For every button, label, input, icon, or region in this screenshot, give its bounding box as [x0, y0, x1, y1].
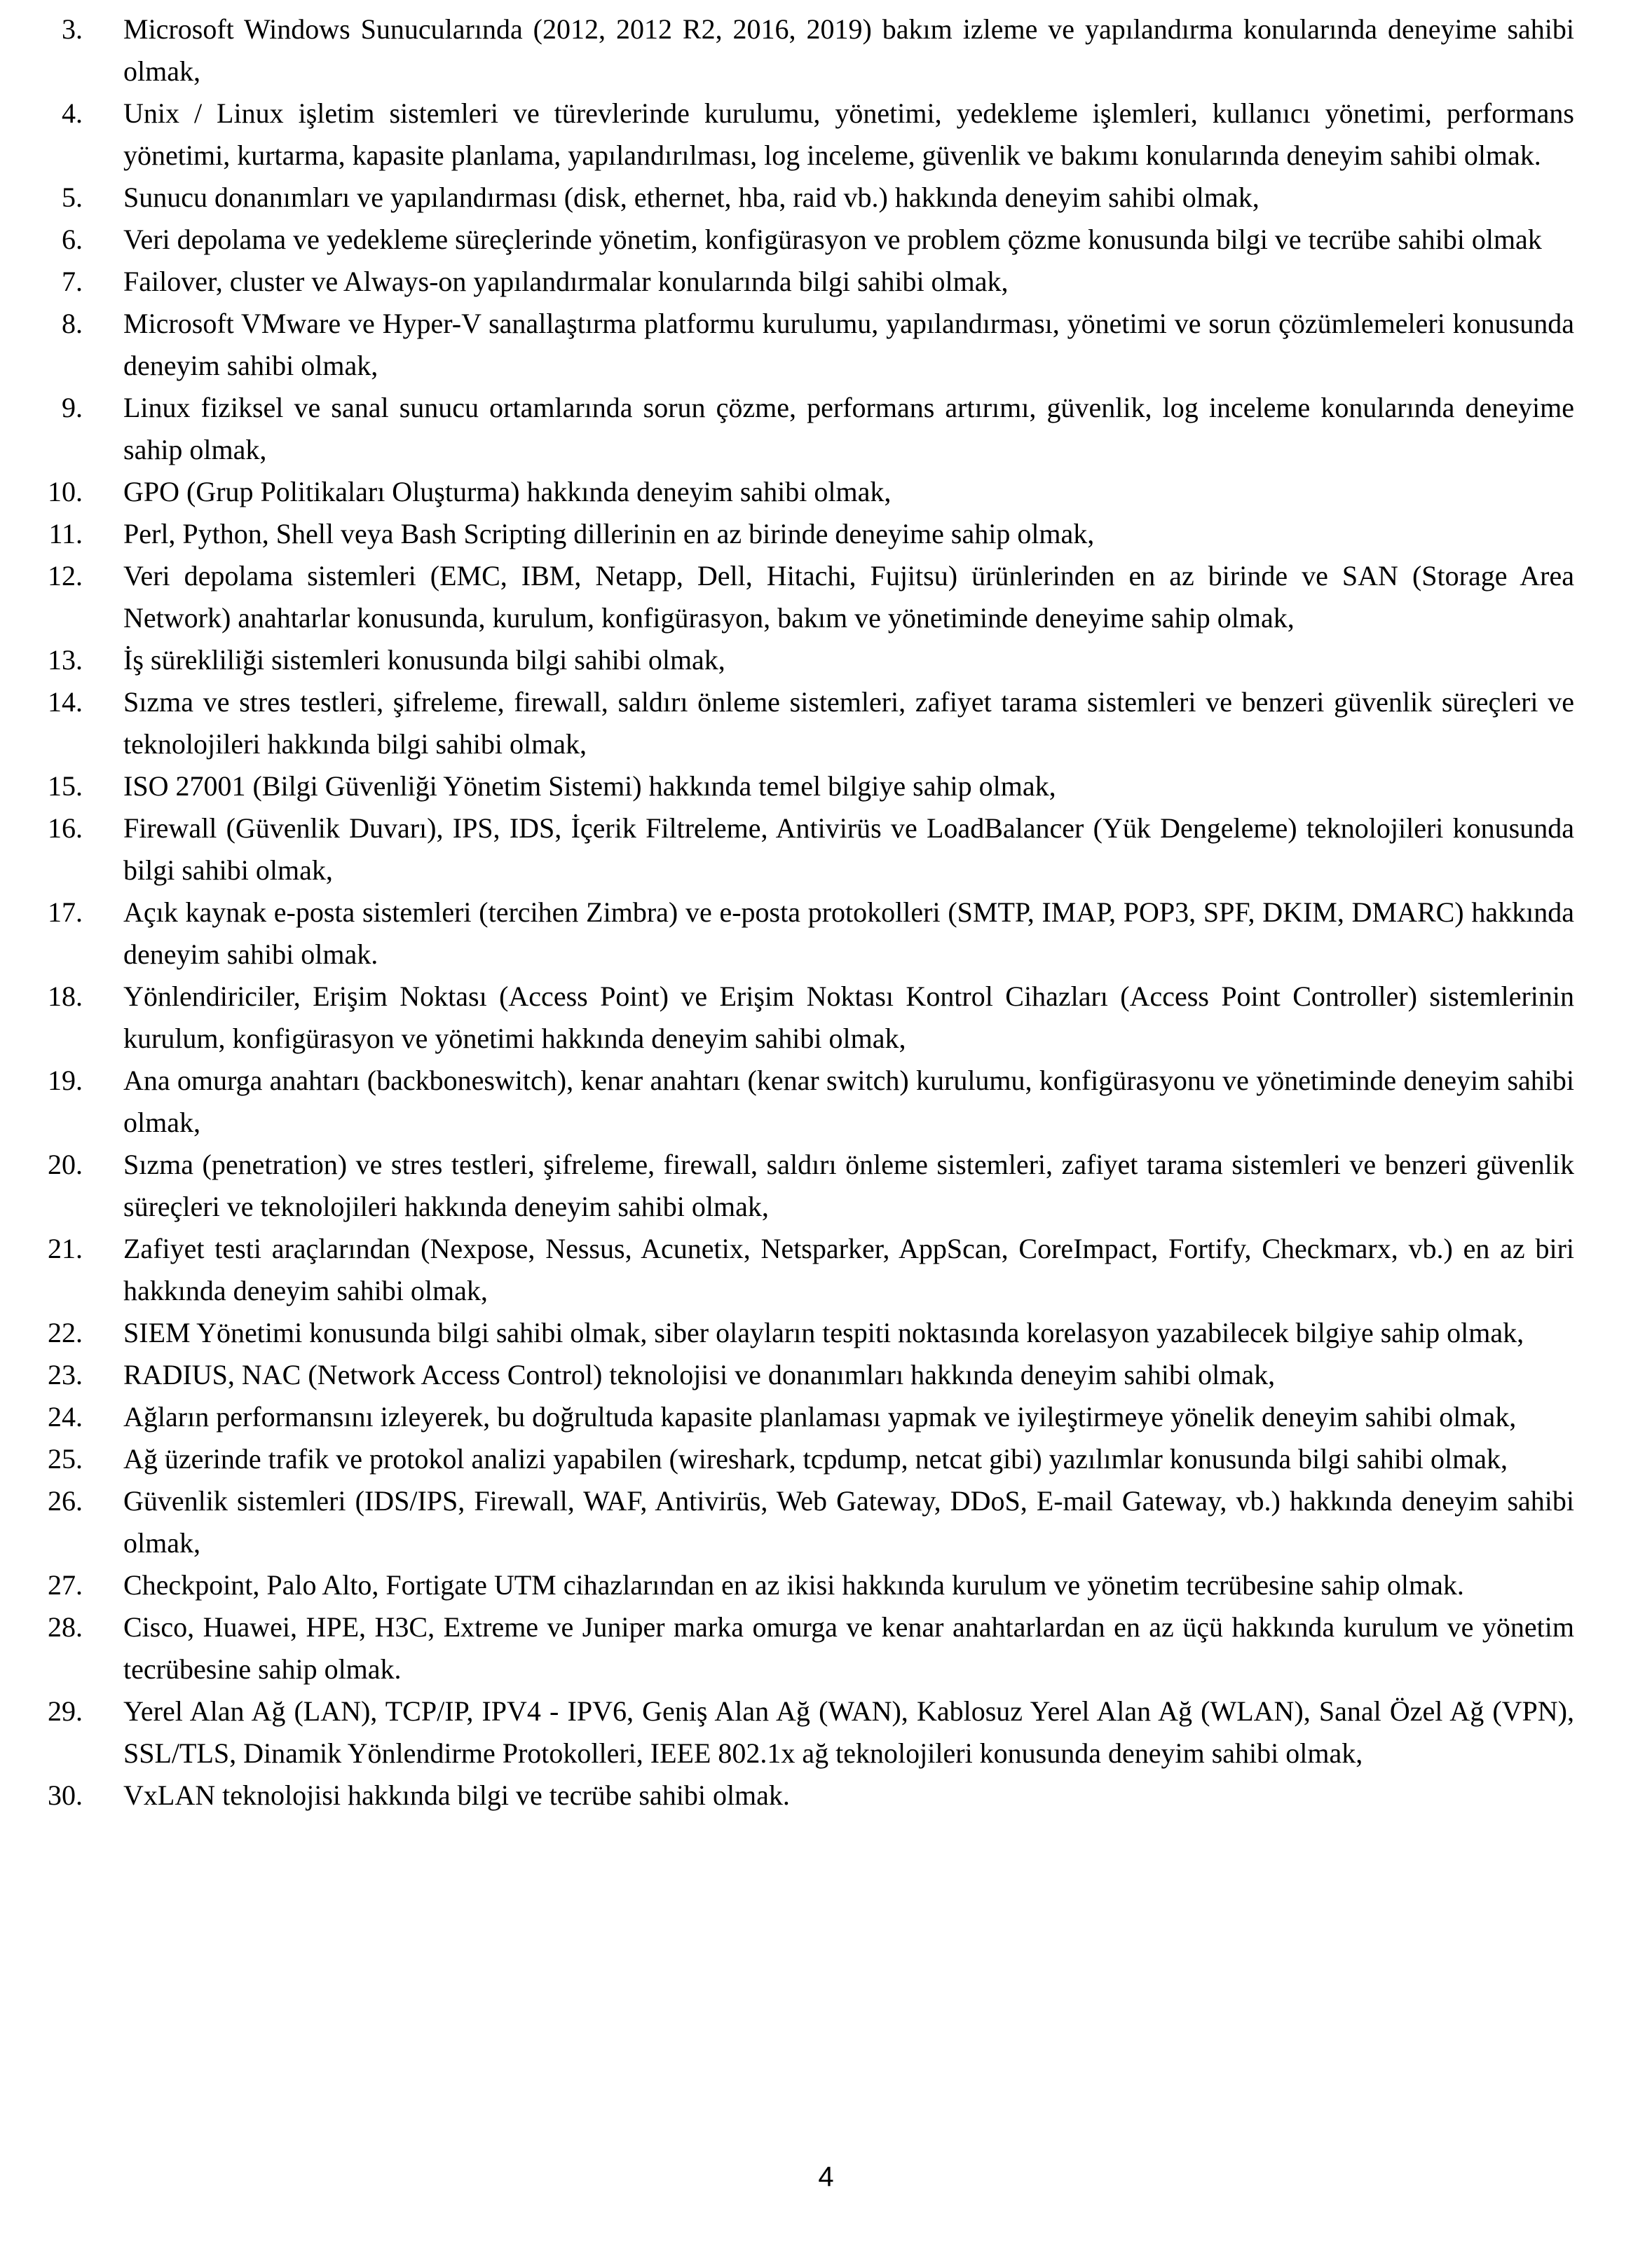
list-item-number: 28. — [48, 1611, 83, 1643]
list-item-text: Failover, cluster ve Always-on yapılandırmalar konularında bilgi sahibi olmak, — [123, 266, 1009, 297]
list-item-text: VxLAN teknolojisi hakkında bilgi ve tecrübe sahibi olmak. — [123, 1779, 790, 1811]
list-item — [39, 177, 1574, 219]
list-item-text: Checkpoint, Palo Alto, Fortigate UTM cihazlarından en az ikisi hakkında kurulum ve yönetim tecrübesine sahip olmak. — [123, 1569, 1464, 1601]
list-item-text: Yerel Alan Ağ (LAN), TCP/IP, IPV4 - IPV6, Geniş Alan Ağ (WAN), Kablosuz Yerel Alan Ağ (WLAN), Sanal Özel Ağ (VPN), SSL/TLS, Dinamik Yönlendirme Protokolleri, IEEE 802.1x ağ teknolojileri konusunda deneyim sahibi olmak, — [123, 1695, 1574, 1769]
list-item-text: Ağların performansını izleyerek, bu doğrultuda kapasite planlaması yapmak ve iyileştirmeye yönelik deneyim sahibi olmak, — [123, 1401, 1517, 1433]
list-item-number: 21. — [48, 1233, 83, 1264]
list-item — [39, 1564, 1574, 1606]
list-item-text: SIEM Yönetimi konusunda bilgi sahibi olmak, siber olayların tespiti noktasında korelasyon yazabilecek bilgiye sahip olmak, — [123, 1317, 1524, 1348]
list-item — [39, 1438, 1574, 1480]
list-item-text: İş sürekliliği sistemleri konusunda bilgi sahibi olmak, — [123, 644, 725, 676]
list-item — [39, 387, 1574, 471]
list-item-text: Açık kaynak e-posta sistemleri (tercihen Zimbra) ve e-posta protokolleri (SMTP, IMAP, POP3, SPF, DKIM, DMARC) hakkında deneyim sahibi olmak. — [123, 896, 1574, 970]
list-item-number: 25. — [48, 1443, 83, 1475]
list-item — [39, 1396, 1574, 1438]
list-item-number: 22. — [48, 1317, 83, 1348]
list-item-text: Ağ üzerinde trafik ve protokol analizi yapabilen (wireshark, tcpdump, netcat gibi) yazılımlar konusunda bilgi sahibi olmak, — [123, 1443, 1508, 1475]
list-item — [39, 807, 1574, 891]
list-item-number: 14. — [48, 686, 83, 718]
list-item-text: Microsoft VMware ve Hyper-V sanallaştırma platformu kurulumu, yapılandırması, yönetimi ve sorun çözümlemeleri konusunda deneyim sahibi olmak, — [123, 308, 1574, 381]
list-item-number: 16. — [48, 812, 83, 844]
list-item-number: 24. — [48, 1401, 83, 1433]
list-item — [39, 303, 1574, 387]
list-item — [39, 976, 1574, 1060]
list-item-number: 9. — [62, 392, 83, 423]
list-item — [39, 1228, 1574, 1312]
list-item — [39, 639, 1574, 681]
list-item — [39, 1144, 1574, 1228]
list-item-number: 30. — [48, 1779, 83, 1811]
list-item — [39, 261, 1574, 303]
list-item — [39, 555, 1574, 639]
list-item-number: 5. — [62, 182, 83, 213]
list-item — [39, 681, 1574, 765]
list-item-text: Güvenlik sistemleri (IDS/IPS, Firewall, WAF, Antivirüs, Web Gateway, DDoS, E-mail Gateway, vb.) hakkında deneyim sahibi olmak, — [123, 1485, 1574, 1559]
list-item-text: Veri depolama ve yedekleme süreçlerinde yönetim, konfigürasyon ve problem çözme konusunda bilgi ve tecrübe sahibi olmak — [123, 224, 1542, 255]
list-item — [39, 765, 1574, 807]
list-item — [39, 891, 1574, 976]
list-item-number: 13. — [48, 644, 83, 676]
list-item-number: 6. — [62, 224, 83, 255]
list-item-number: 8. — [62, 308, 83, 339]
list-item-number: 17. — [48, 896, 83, 928]
list-item — [39, 8, 1574, 93]
list-item — [39, 1354, 1574, 1396]
list-item — [39, 471, 1574, 513]
list-item-number: 4. — [62, 97, 83, 129]
list-item-number: 11. — [48, 518, 83, 549]
list-item-text: Ana omurga anahtarı (backboneswitch), kenar anahtarı (kenar switch) kurulumu, konfigürasyonu ve yönetiminde deneyim sahibi olmak, — [123, 1065, 1574, 1138]
list-item-text: Sızma (penetration) ve stres testleri, şifreleme, firewall, saldırı önleme sistemleri, zafiyet tarama sistemleri ve benzeri güvenlik süreçleri ve teknolojileri hakkında deneyim sahibi olmak, — [123, 1149, 1574, 1222]
list-item-text: GPO (Grup Politikaları Oluşturma) hakkında deneyim sahibi olmak, — [123, 476, 892, 507]
list-item-text: Firewall (Güvenlik Duvarı), IPS, IDS, İçerik Filtreleme, Antivirüs ve LoadBalancer (Yük Dengeleme) teknolojileri konusunda bilgi sahibi olmak, — [123, 812, 1574, 886]
list-item-text: RADIUS, NAC (Network Access Control) teknolojisi ve donanımları hakkında deneyim sahibi olmak, — [123, 1359, 1276, 1390]
list-item — [39, 1480, 1574, 1564]
list-item-number: 26. — [48, 1485, 83, 1517]
list-item — [39, 1690, 1574, 1775]
list-item-number: 3. — [62, 13, 83, 45]
list-item — [39, 513, 1574, 555]
list-item — [39, 1775, 1574, 1817]
list-item — [39, 93, 1574, 177]
list-item-number: 15. — [48, 770, 83, 802]
list-item-number: 12. — [48, 560, 83, 592]
list-item-text: Linux fiziksel ve sanal sunucu ortamlarında sorun çözme, performans artırımı, güvenlik, log inceleme konularında deneyime sahip olmak, — [123, 392, 1574, 465]
requirements-list — [39, 8, 1574, 1817]
list-item-number: 18. — [48, 980, 83, 1012]
page-number: 4 — [818, 2161, 834, 2192]
list-item-number: 27. — [48, 1569, 83, 1601]
list-item-number: 20. — [48, 1149, 83, 1180]
list-item — [39, 1060, 1574, 1144]
list-item-text: ISO 27001 (Bilgi Güvenliği Yönetim Sistemi) hakkında temel bilgiye sahip olmak, — [123, 770, 1056, 802]
list-item-text: Sızma ve stres testleri, şifreleme, firewall, saldırı önleme sistemleri, zafiyet tarama sistemleri ve benzeri güvenlik süreçleri ve teknolojileri hakkında bilgi sahibi olmak, — [123, 686, 1574, 760]
list-item — [39, 1312, 1574, 1354]
list-item-text: Yönlendiriciler, Erişim Noktası (Access Point) ve Erişim Noktası Kontrol Cihazları (Access Point Controller) sistemlerinin kurulum, konfigürasyon ve yönetimi hakkında deneyim sahibi olmak, — [123, 980, 1574, 1054]
list-item-text: Microsoft Windows Sunucularında (2012, 2012 R2, 2016, 2019) bakım izleme ve yapılandırma konularında deneyime sahibi olmak, — [123, 13, 1574, 87]
list-item — [39, 219, 1574, 261]
list-item — [39, 1606, 1574, 1690]
list-item-number: 29. — [48, 1695, 83, 1727]
list-item-text: Zafiyet testi araçlarından (Nexpose, Nessus, Acunetix, Netsparker, AppScan, CoreImpact, Fortify, Checkmarx, vb.) en az biri hakkında deneyim sahibi olmak, — [123, 1233, 1574, 1306]
list-item-text: Cisco, Huawei, HPE, H3C, Extreme ve Juniper marka omurga ve kenar anahtarlardan en az üçü hakkında kurulum ve yönetim tecrübesine sahip olmak. — [123, 1611, 1574, 1685]
list-item-text: Sunucu donanımları ve yapılandırması (disk, ethernet, hba, raid vb.) hakkında deneyim sahibi olmak, — [123, 182, 1260, 213]
list-item-text: Perl, Python, Shell veya Bash Scripting dillerinin en az birinde deneyime sahip olmak, — [123, 518, 1095, 549]
list-item-number: 23. — [48, 1359, 83, 1390]
list-item-text: Veri depolama sistemleri (EMC, IBM, Netapp, Dell, Hitachi, Fujitsu) ürünlerinden en az birinde ve SAN (Storage Area Network) anahtarlar konusunda, kurulum, konfigürasyon, bakım ve yönetiminde deneyime sahip olmak, — [123, 560, 1574, 634]
list-item-number: 7. — [62, 266, 83, 297]
list-item-text: Unix / Linux işletim sistemleri ve türevlerinde kurulumu, yönetimi, yedekleme işlemleri, kullanıcı yönetimi, performans yönetimi, kurtarma, kapasite planlama, yapılandırılması, log inceleme, güvenlik ve bakımı konularında deneyim sahibi olmak. — [123, 97, 1574, 171]
list-item-number: 19. — [48, 1065, 83, 1096]
list-item-number: 10. — [48, 476, 83, 507]
